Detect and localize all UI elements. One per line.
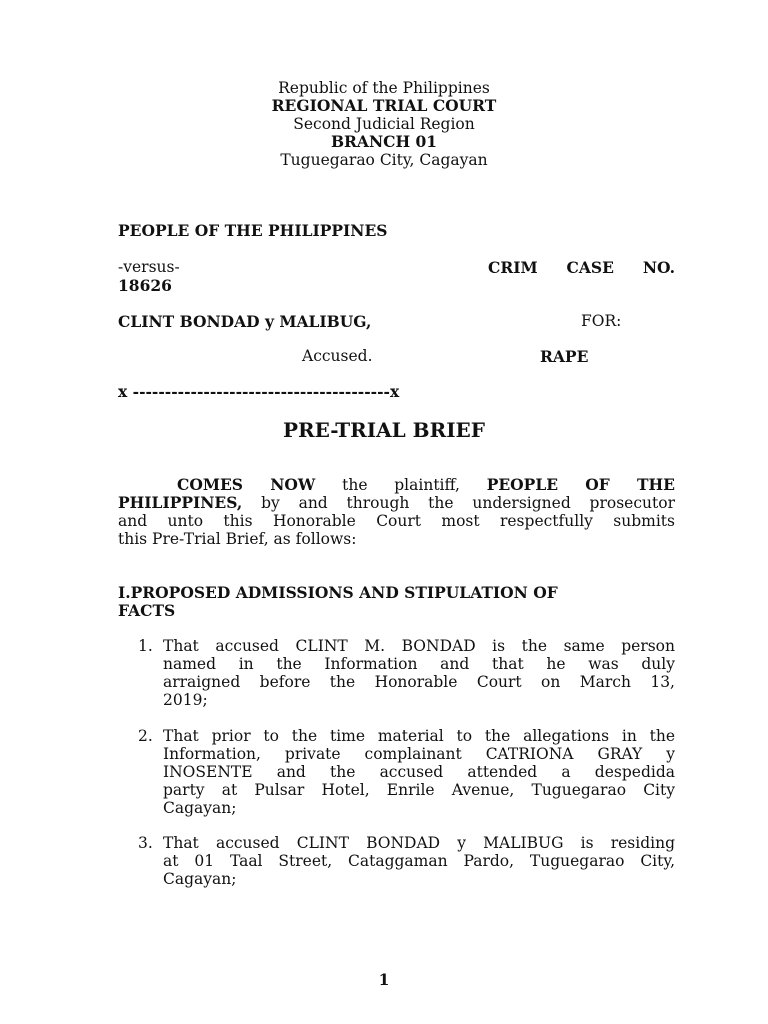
intro-line1-mid: the plaintiff, <box>342 476 460 494</box>
case-label-case: CASE <box>566 258 614 277</box>
page-number: 1 <box>378 970 390 989</box>
case-label-no: NO. <box>642 258 675 277</box>
header-branch: BRANCH 01 <box>330 132 438 151</box>
caption-separator: x ----------------------------------------x <box>118 382 400 401</box>
case-label-crim: CRIM <box>488 258 538 277</box>
caption-case-label <box>488 258 675 277</box>
caption-offense: RAPE <box>540 347 589 366</box>
intro-line2-rest: by and through the undersigned prosecutor <box>261 494 675 512</box>
list-item-body <box>163 727 675 817</box>
document-title: PRE-TRIAL BRIEF <box>283 418 485 442</box>
header-region: Second Judicial Region <box>293 115 475 133</box>
intro-line-1 <box>118 476 675 494</box>
item3-line1: That accused CLINT BONDAD y MALIBUG is residing <box>163 834 675 852</box>
intro-line-3: and unto this Honorable Court most respectfully submits <box>118 512 675 530</box>
section1-heading-line2: FACTS <box>118 601 176 620</box>
item2-line5: Cagayan; <box>163 799 237 817</box>
intro-philippines: PHILIPPINES, <box>118 493 243 512</box>
item1-line1: That accused CLINT M. BONDAD is the same person <box>163 637 675 655</box>
intro-comes-now: COMES NOW <box>177 475 316 494</box>
list-item-body <box>163 834 675 888</box>
caption-case-number: 18626 <box>118 276 172 295</box>
item2-line3: INOSENTE and the accused attended a despedida <box>163 763 675 781</box>
caption-plaintiff: PEOPLE OF THE PHILIPPINES <box>118 221 388 240</box>
item1-line4: 2019; <box>163 691 208 709</box>
caption-accused-label: Accused. <box>302 347 373 365</box>
caption-for-label: FOR: <box>581 312 622 330</box>
intro-paragraph <box>118 476 675 548</box>
caption-versus: -versus- <box>118 258 180 276</box>
item3-line2: at 01 Taal Street, Cataggaman Pardo, Tuguegarao City, <box>163 852 675 870</box>
item1-line3: arraigned before the Honorable Court on March 13, <box>163 673 675 691</box>
list-item-number: 3. <box>138 834 153 852</box>
item2-line1: That prior to the time material to the allegations in the <box>163 727 675 745</box>
section1-heading-line1: I.PROPOSED ADMISSIONS AND STIPULATION OF <box>118 583 558 602</box>
item1-line2: named in the Information and that he was duly <box>163 655 675 673</box>
header-court: REGIONAL TRIAL COURT <box>271 96 497 115</box>
intro-line-4: this Pre-Trial Brief, as follows: <box>118 530 357 548</box>
header-location: Tuguegarao City, Cagayan <box>280 151 488 169</box>
list-item-number: 2. <box>138 727 153 745</box>
item3-line3: Cagayan; <box>163 870 237 888</box>
list-item-body <box>163 637 675 709</box>
intro-people-of-the: PEOPLE OF THE <box>486 475 676 494</box>
list-item-number: 1. <box>138 637 153 655</box>
header-republic: Republic of the Philippines <box>278 79 490 97</box>
item2-line4: party at Pulsar Hotel, Enrile Avenue, Tuguegarao City <box>163 781 675 799</box>
section1-heading <box>118 584 558 620</box>
item2-line2: Information, private complainant CATRIONA GRAY y <box>163 745 675 763</box>
intro-line-2 <box>118 494 675 512</box>
caption-accused-name: CLINT BONDAD y MALIBUG, <box>118 312 372 331</box>
